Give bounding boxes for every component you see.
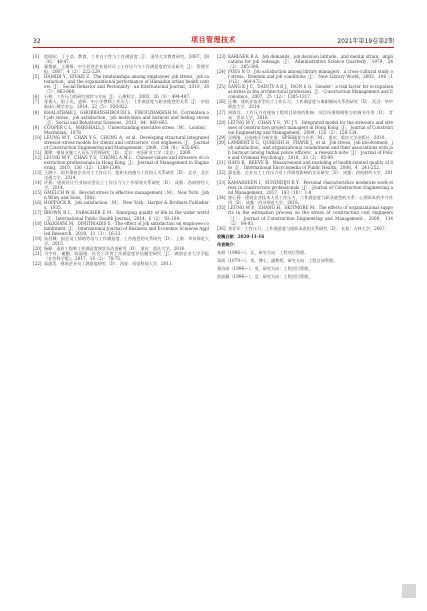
reference-text: 王晓宁．国有建筑企业员工工作压力、组织支持感与工作投入关系研究［D］．北京：北京交通大学，2014. — [44, 170, 209, 181]
page-number: 32 — [33, 38, 41, 45]
qr-code-icon — [402, 584, 416, 598]
reference-item — [217, 170, 393, 180]
reference-number: [34] — [217, 195, 226, 201]
reference-item — [217, 110, 393, 120]
reference-number: [4] — [33, 64, 39, 70]
reference-text: 许燕．建筑设计行业知识型员工工作压力与工作绩效关系研究［D］．成都：西南财经大学，2014. — [44, 180, 209, 191]
author-bio: 朱彻（1996—），女，研究方向：工程项目管理。 — [217, 249, 309, 255]
reference-number: [7] — [33, 99, 39, 105]
reference-text: BROWN R L，FARAGHER E M．Emerging quality of life in the wider world［J］．International Public Health Journal，2014，6（2）：93-104. — [44, 210, 209, 221]
reference-item — [33, 135, 209, 150]
reference-item — [217, 54, 393, 69]
reference-text: HAYS R，REEVE B．Measurement and modeling of health-related quality of life［J］．International Encyclopedia of Public Health，2008，4：241-252. — [228, 159, 393, 171]
reference-number: [24] — [217, 69, 226, 75]
reference-text: SANG K J C，DAINTY A R J，ISON S G．Gender：a risk factor for occupational stress in the architectural profession［J］．Construction Management and Economics，2007，25（12）：1305-1317. — [228, 84, 393, 100]
references-right-list — [217, 54, 393, 231]
reference-number: [15] — [33, 190, 42, 196]
reference-text: 邵先超．企业员工工作压力对工作绩效影响的实证研究［D］．成都：西南财经大学，2011. — [228, 170, 393, 181]
issue-info: 2021年第19卷第2期 — [337, 38, 394, 45]
reference-text: 高渝美．建筑企业员工满意度研究［D］．西安：西安科技大学，2011. — [44, 260, 174, 266]
reference-text: LAMBERT E G，QURESHI H，FRANK J，et al．Job stress，job involvement，job satisfaction，and organizational commitment and their associations with job burnout among Indian police officers：a research note［J］．Journal of Police and Criminal Psychology，2018，33（2）：85-99. — [228, 139, 393, 160]
reference-item — [33, 54, 209, 64]
reference-item — [33, 110, 209, 125]
reference-item — [33, 251, 209, 261]
reference-item — [217, 160, 393, 170]
reference-number: [14] — [33, 180, 42, 186]
reference-item — [33, 170, 209, 180]
received-date: 收稿日期：2020-11-16 — [217, 233, 265, 239]
reference-item — [217, 180, 393, 195]
reference-number: [36] — [217, 225, 226, 231]
reference-number: [11] — [33, 149, 42, 155]
reference-number: [18] — [33, 220, 42, 226]
reference-item — [217, 195, 393, 205]
reference-item — [33, 236, 209, 246]
reference-number: [33] — [217, 180, 226, 186]
reference-text: KHALATBARI J，GHORBANSHIROUDI S，FIROUZBAKHSH M．Correlation of job stress，job satisfaction，job motivation and burnout and feeling stress［J］．Social and Behavioral Sciences，2013，84：860-863. — [44, 109, 209, 125]
reference-item — [217, 84, 393, 99]
header-divider — [33, 47, 394, 48]
reference-item — [33, 221, 209, 236]
journal-title: 项目管理技术 — [191, 36, 236, 44]
reference-text: LEUNG M Y，CHAN Y S，CHONG A，et al．Developing structural integrated stressor-stress models for clients and contractors' cost engineers［J］．Journal of Construction Engineering and Management，2008，134（8）：635-643. — [44, 134, 209, 150]
reference-number: [30] — [217, 139, 226, 145]
reference-text: 杨静．造价工程师工作满意度现状及改进研究［D］．重庆：重庆大学，2016. — [44, 245, 186, 251]
reference-item — [33, 125, 209, 135]
page-header — [33, 33, 394, 45]
reference-item — [33, 190, 209, 200]
reference-number: [12] — [33, 154, 42, 160]
reference-number: [9] — [33, 124, 39, 130]
authors-list — [217, 250, 393, 279]
reference-item — [33, 200, 209, 210]
reference-text: 张建人，阳子光，凌辉．中小学教师工作压力、工作满意度与职业倦怠的关系［J］．中国临床心理学杂志，2014，22（5）：920-922. — [44, 99, 209, 110]
reference-text: 石林．工作压力的研究现状与方向［J］．心理科学，2003，26（3）：494-497. — [44, 94, 191, 100]
references-left-column — [33, 54, 209, 266]
reference-item — [33, 155, 209, 170]
reference-number: [16] — [33, 200, 42, 206]
reference-number: [5] — [33, 74, 39, 80]
reference-number: [17] — [33, 210, 42, 216]
reference-number: [10] — [33, 134, 42, 140]
reference-item — [217, 99, 393, 109]
reference-number: [23] — [217, 54, 226, 59]
reference-text: KARESEK R A．Job demands，job decision latitude，and mental strain：implications for job redesign［J］．Administrative Science Quarterly，1979，24（2）：285-308. — [228, 54, 393, 70]
reference-text: KAMARDEEN I，SUNINDIJO R Y．Personal characteristics moderate work stress in construction professionals［J］．Journal of Construction Engineering and Management，2017，143（10）：1-8. — [228, 180, 393, 196]
references-right-column — [217, 54, 393, 279]
reference-text: DALKRANI M，DIMITRIADIS E．The effect of job satisfaction on employee commitment［J］．International Journal of Business and Economic Sciences Applied Research，2018，11（3）：16-23. — [44, 220, 209, 236]
reference-number: [3] — [33, 54, 39, 59]
reference-number: [19] — [33, 235, 42, 241]
reference-text: LEUNG M Y，CHAN Y S，CHONG A M L．Chinese values and stressors of construction professionals in Hong Kong［J］．Journal of Management in Engineering，2010，136（12）：1289-1298. — [44, 154, 209, 171]
reference-text: HAMIDI Y，EIVAZI Z．The relationships among employees' job stress，job satisfaction，and the organizational performance of Hamadan urban health centers［J］．Social Behavior and Personality：an International Journal，2010，38（7）：963-968. — [44, 74, 209, 95]
reference-number: [21] — [33, 250, 42, 256]
reference-number: [25] — [217, 84, 226, 90]
reference-text: 汪琳．建筑业技术型员工工作压力、工作满意度与离职倾向关系的研究［D］．武汉：华中师范大学，2014. — [228, 99, 393, 110]
reference-text: 朱昌城．国企员工情绪劳动与工作满意度、工作倦怠的关系研究［D］．上海：华东师范大学，2015. — [44, 235, 209, 246]
reference-text: LEUNG M Y，CHAN Y S，YU J Y．Integrated model for the stressors and stresses of construction project managers in Hong Kong［J］．Journal of Construction Engineering and Management，2009，135（2）：126-134. — [228, 119, 393, 135]
reference-number: [8] — [33, 109, 39, 115]
reference-number: [32] — [217, 170, 226, 176]
reference-item — [217, 205, 393, 225]
reference-item — [217, 120, 393, 135]
reference-item — [217, 140, 393, 160]
reference-number: [28] — [217, 119, 226, 125]
reference-text: 鄢俊斌，王维维．中小民营企业基层员工工作压力与工作满意度的实证研究［J］．管理学报，2007，4（2）：222-229. — [44, 64, 209, 75]
reference-number: [13] — [33, 170, 42, 176]
reference-text: HOPPOCK R．Job satisfaction［M］．New York：Harper & Brothers Publishers，1935. — [44, 200, 209, 211]
reference-text: GMELCH W H．Beyond stress to effective management［M］．New York：John Wiley and Sons，1982. — [44, 190, 209, 201]
author-bio: 彭高颖（1996—），女，研究方向：工程项目管理。 — [217, 273, 313, 279]
reference-item — [33, 74, 209, 94]
reference-text: 崔心莉．建筑企业技术人员工作压力、工作满意度与职业倦怠的关系：心理资本的中介作用［D］．成都：四川师范大学，2018. — [228, 195, 393, 206]
reference-text: 范昭昭，丁小浩．教育、工作自主性与工作满意度［J］．清华大学教育研究，2007，28（6）：40-47. — [44, 54, 209, 65]
reference-item — [33, 64, 209, 74]
reference-text: 吴明隆．问卷统计分析实务：SPSS操作与应用［M］．重庆：重庆大学出版社，2010. — [228, 134, 386, 140]
reference-text: 马宇叶，谢勤，陈淑逸．社会工作者工作满意度评估模型研究［J］．湖南农业大学学报（社会科学版），2017，18（2）：70-75. — [44, 250, 209, 261]
reference-number: [31] — [217, 159, 226, 165]
reference-item — [217, 69, 393, 84]
author-bio: 郑昌南（1996—），男，研究方向：工程项目管理。 — [217, 265, 313, 271]
author-bio: 邓尚（1979—），男，博士，副教授，研究方向：工程合同管理。 — [217, 257, 338, 263]
reference-item — [33, 210, 209, 220]
reference-number: [22] — [33, 260, 42, 266]
authors-heading: 作者简介： — [217, 241, 238, 247]
reference-number: [26] — [217, 99, 226, 105]
reference-text: 周海洋．工作压力对建筑工程项目绩效的影响：项目经理情绪智力的调节作用［D］．青岛：青岛大学，2016. — [228, 109, 393, 120]
reference-number: [29] — [217, 134, 226, 140]
reference-text: 金亚军．工作压力、工作满意度与组织承诺的关系研究［D］．长春：吉林大学，2007. — [228, 225, 387, 231]
reference-text: POES N O．Job satisfaction among library managers：a cross-cultural study of stress，freedom and job conditions［J］．New Library World，2003，104（11/12）：464-473. — [228, 69, 393, 85]
reference-item — [33, 261, 209, 266]
reference-text: LEUNG M Y，ZHANG H，SKITMORE M．The effects of organizational supports in the estimation process on the stress of construction cost engineers［J］．Journal of Construction Engineering and Management，2008，134（2）：84-93. — [228, 205, 393, 226]
reference-number: [20] — [33, 245, 42, 251]
reference-text: COOPER C L，MARSHALL J．Understanding executive stress［M］．London：Macmillan，1978. — [44, 124, 209, 135]
reference-item — [33, 180, 209, 190]
reference-item — [33, 99, 209, 109]
reference-number: [27] — [217, 109, 226, 115]
reference-number: [35] — [217, 205, 226, 211]
reference-text: 董晔．建筑业施工人员压力管理研究［D］．北京：中国矿业大学（北京），2009. — [44, 149, 192, 155]
reference-item — [217, 226, 393, 231]
reference-number: [6] — [33, 94, 39, 100]
